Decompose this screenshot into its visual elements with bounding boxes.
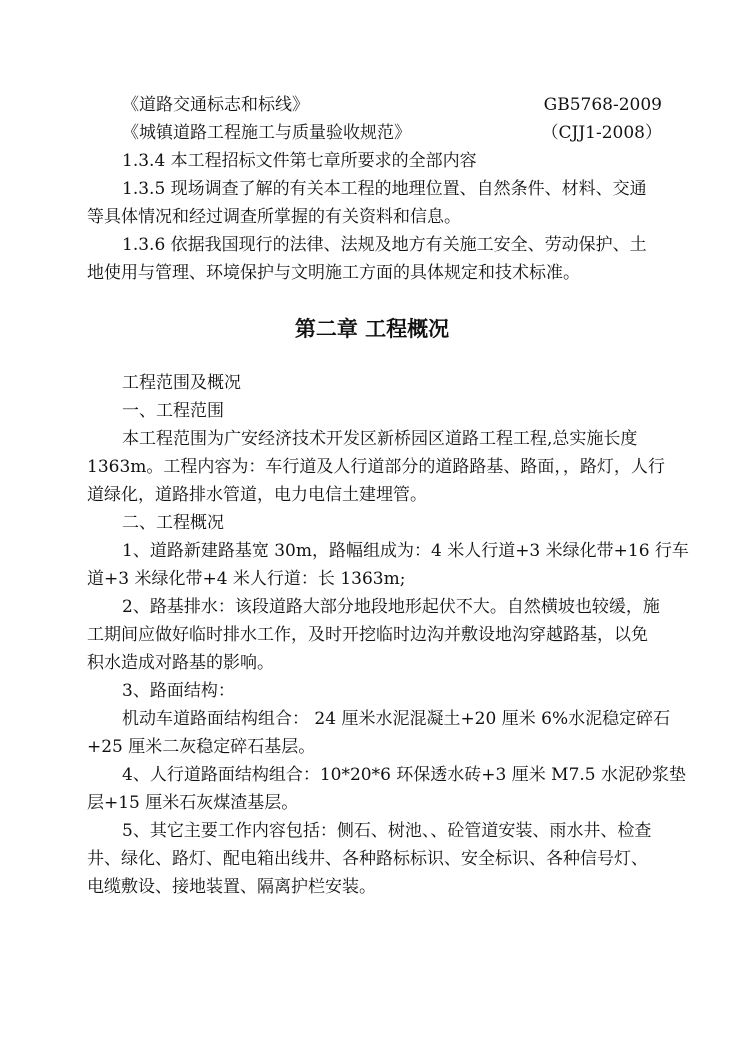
item-1-line: 道+3 米绿化带+4 米人行道：长 1363m; (87, 569, 406, 589)
standard-name: 《城镇道路工程施工与质量验收规范》 (122, 123, 411, 143)
general-heading: 二、工程概况 (122, 513, 224, 533)
item-4-line: 4、人行道路面结构组合：10*20*6 环保透水砖+3 厘米 M7.5 水泥砂浆垫 (122, 765, 687, 785)
item-2-line: 工期间应做好临时排水工作，及时开挖临时边沟并敷设地沟穿越路基，以免 (87, 625, 648, 645)
item-5-line: 5、其它主要工作内容包括：侧石、树池、、砼管道安装、雨水井、检查 (122, 821, 652, 841)
item-5-line: 井、绿化、路灯、配电箱出线井、各种路标标识、安全标识、各种信号灯、 (87, 849, 648, 869)
item-5-line: 电缆敷设、接地装置、隔离护栏安装。 (87, 877, 376, 897)
standard-row (122, 94, 662, 116)
item-2-line: 2、路基排水：该段道路大部分地段地形起伏不大。自然横坡也较缓，施 (122, 597, 660, 617)
clause-1-3-5-line: 等具体情况和经过调查所掌握的有关资料和信息。 (87, 207, 461, 227)
clause-1-3-5-line: 1.3.5 现场调查了解的有关本工程的地理位置、自然条件、材料、交通 (122, 179, 647, 199)
chapter-title: 第二章 工程概况 (294, 317, 450, 341)
standard-code: （CJJ1-2008） (541, 123, 662, 143)
clause-1-3-6-line: 1.3.6 依据我国现行的法律、法规及地方有关施工安全、劳动保护、土 (122, 235, 647, 255)
item-1-line: 1、道路新建路基宽 30m，路幅组成为：4 米人行道+3 米绿化带+16 行车 (122, 541, 689, 561)
scope-text-line: 本工程范围为广安经济技术开发区新桥园区道路工程工程,总实施长度 (122, 429, 638, 449)
clause-1-3-4: 1.3.4 本工程招标文件第七章所要求的全部内容 (122, 151, 477, 171)
item-4-line: 层+15 厘米石灰煤渣基层。 (87, 793, 299, 813)
clause-1-3-6-line: 地使用与管理、环境保护与文明施工方面的具体规定和技术标准。 (87, 263, 580, 283)
section-heading: 工程范围及概况 (122, 373, 241, 393)
scope-text-line: 道绿化，道路排水管道，电力电信土建埋管。 (87, 485, 427, 505)
item-3-heading: 3、路面结构： (122, 681, 235, 701)
standard-name: 《道路交通标志和标线》 (122, 95, 309, 115)
standard-code: GB5768-2009 (543, 95, 662, 115)
item-3-detail-line: 机动车道路面结构组合： 24 厘米水泥混凝土+20 厘米 6%水泥稳定碎石 (122, 709, 671, 729)
scope-text-line: 1363m。工程内容为：车行道及人行道部分的道路路基、路面，，路灯，人行 (87, 457, 665, 477)
scope-heading: 一、工程范围 (122, 401, 224, 421)
standard-row (122, 122, 662, 144)
item-3-detail-line: +25 厘米二灰稳定碎石基层。 (87, 737, 316, 757)
item-2-line: 积水造成对路基的影响。 (87, 653, 274, 673)
